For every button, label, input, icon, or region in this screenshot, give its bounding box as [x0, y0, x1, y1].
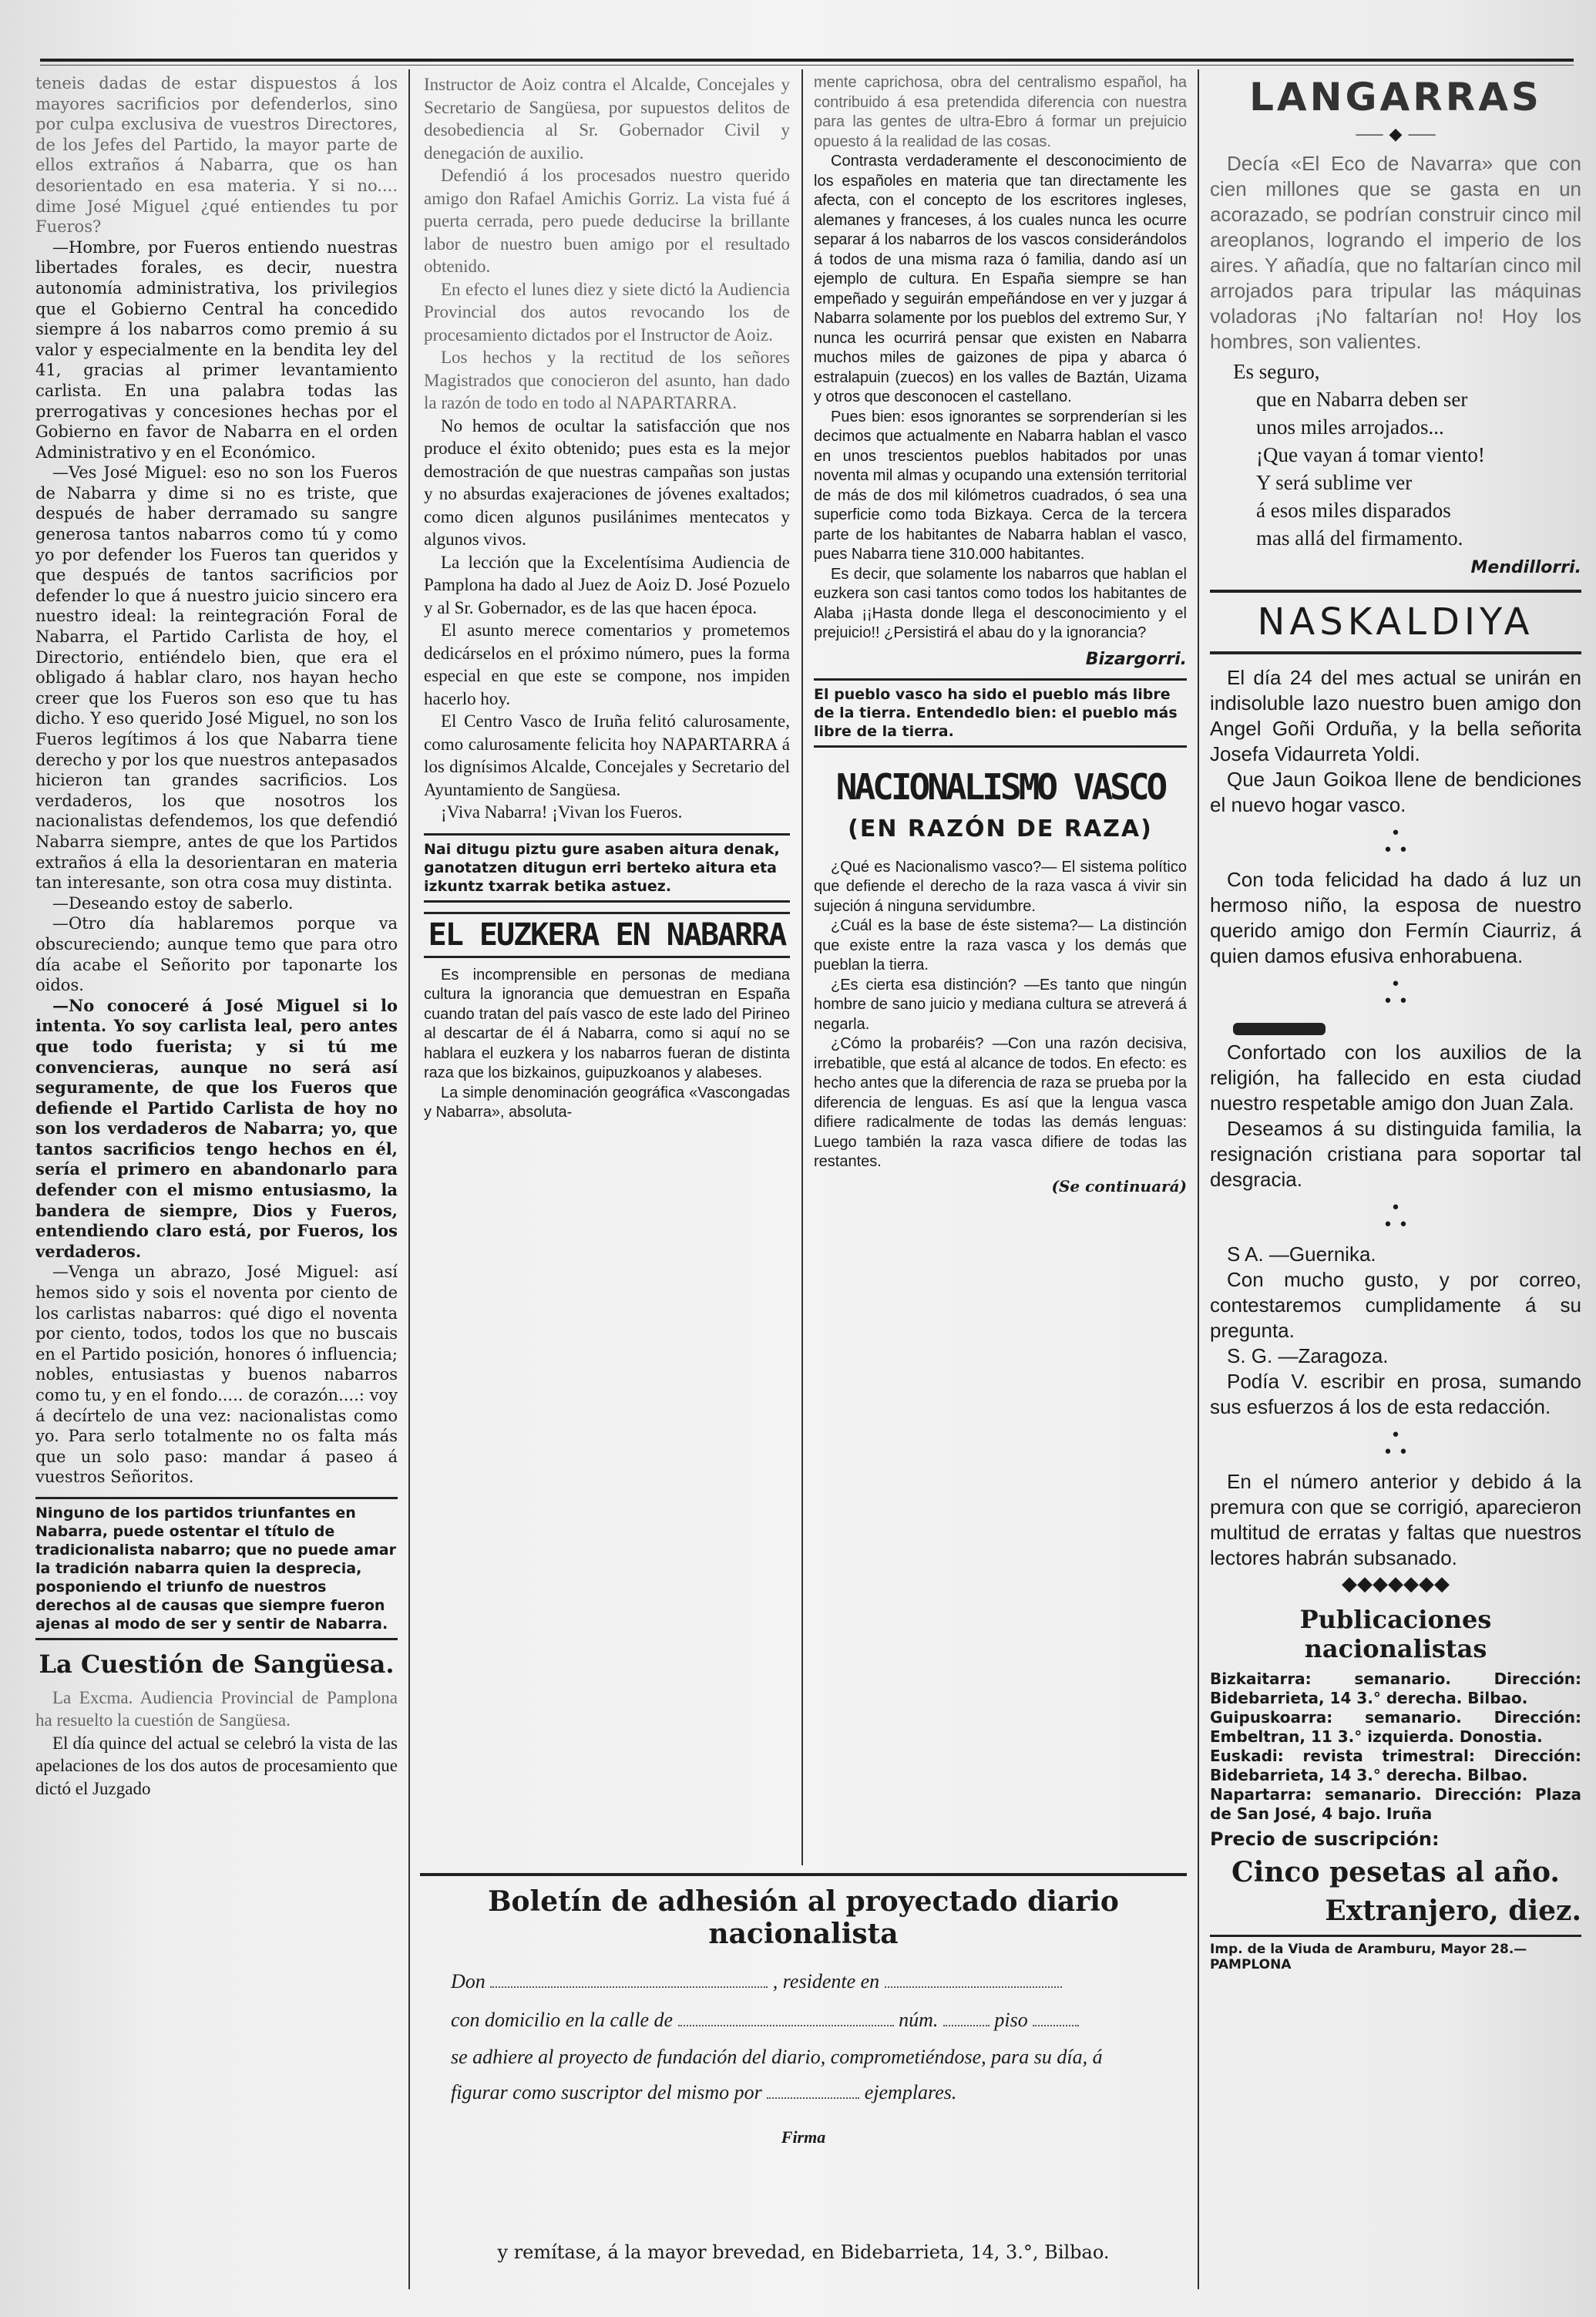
poem-line: á esos miles disparados — [1256, 499, 1451, 522]
qa-paragraph: ¿Es cierta esa distinción? —Es tanto que ningún hombre de sano juicio y mediana cultura se atreverá á negarla. — [814, 976, 1187, 1033]
col1-paragraph: —Otro día hablaremos porque va obscureciendo; aunque temo que para otro día acabe el Señorito por taponarte los oidos. — [35, 914, 398, 995]
section-title-publicaciones: Publicaciones nacionalistas — [1299, 1605, 1492, 1663]
col1-paragraph: —Venga un abrazo, José Miguel: así hemos sido y sois el noventa por ciento de los carlistas nabarros: qué digo el noventa por ciento, todos, todos los que no buscais en el Partido posición, honores ó influencia; nobles, entusiastas y buenos nabarros como tu, y en el fondo..... de corazón....: voy á decírtelo de una vez: nacionalistas como yo. Para serlo totalmente no os falta más que un solo paso: mandar á paseo á vuestros Señoritos. — [35, 1263, 398, 1487]
boxed-note: Ninguno de los partidos triunfantes en Nabarra, puede ostentar el título de tradicionalista nabarro; que no puede amar la tradición nabarra quien la desprecia, posponiendo el triunfo de nuestros derechos al de causas que siempre fueron ajenas al modo de ser y sentir de Nabarra. — [35, 1497, 398, 1640]
adhesion-form — [420, 1873, 1187, 2277]
continued-note: (Se continuará) — [1051, 1176, 1187, 1195]
news-item: Que Jaun Goikoa llene de bendiciones el nuevo hogar vasco. — [1210, 768, 1581, 816]
col2-paragraph: Los hechos y la rectitud de los señores Magistrados que conocieron del asunto, han dado la razón de todo en todo al NAPARTARRA. — [424, 348, 790, 412]
ornament-divider: ◆◆◆◆◆◆◆ — [1342, 1572, 1450, 1596]
poem-line: unos miles arrojados... — [1256, 415, 1444, 439]
col1-paragraph: —No conoceré á José Miguel si lo intenta. Yo soy carlista leal, pero antes que todo fuerista; y si tú me convencieras, aunque no será así seguramente, de que los Fueros que defiende el Partido Carlista de hoy no son los verdaderos de Nabarra; yo, que tantos sacrificios tengo hechos en él, sería el primero en abandonarlo para defender con el mismo entusiasmo, la bandera de siempre, Dios y Fueros, entendiendo claro está, por Fueros, los verdaderos. — [35, 995, 398, 1261]
adhesion-form-footer: y remítase, á la mayor brevedad, en Bidebarrieta, 14, 3.°, Bilbao. — [497, 2241, 1110, 2263]
col3-paragraph: Contrasta verdaderamente el desconocimiento de los españoles en materia que tan directamente les afecta, con el concepto de los escritores ingleses, alemanes y franceses, á los cuales nunca les ocurre separar á los nabarros de los vascos considerándolos á todos de una misma raza ó familia, dando así un ejemplo de cultura. En España siempre se han empeñado y seguirán empeñándose en ver y juzgar á Nabarra solamente por los pueblos del extremo Sur, Y nunca les ocurrirá pensar que existen en Nabarra muchos miles de gaizones de pipa y abarca ó estralapuin (zuecos) en los valles de Baztán, Uizama y otros que desconocen el castellano. — [814, 153, 1187, 405]
news-item: El día 24 del mes actual se unirán en indisoluble lazo nuestro buen amigo don Angel Goñi Orduña, y la bella señorita Josefa Vidaurreta Yoldi. — [1210, 666, 1581, 765]
label-ejemplares: ejemplares. — [864, 2081, 957, 2103]
imprint-line: Imp. de la Viuda de Aramburu, Mayor 28.—PAMPLONA — [1210, 1935, 1581, 1972]
label-firma: Firma — [781, 2127, 826, 2147]
column-2 — [424, 73, 790, 1885]
col1-paragraph: El día quince del actual se celebró la vista de las apelaciones de los dos autos de procesamiento que dictó el Juzgado — [35, 1733, 398, 1798]
top-rule-thin — [40, 65, 1574, 66]
column-rule-1 — [408, 69, 410, 2289]
news-item: Deseamos á su distinguida familia, la resignación cristiana para soportar tal desgracia. — [1210, 1117, 1581, 1191]
column-4 — [1210, 73, 1581, 2309]
poem-line: que en Nabarra deben ser — [1256, 388, 1468, 411]
news-item: Confortado con los auxilios de la religión, ha fallecido en esta ciudad nuestro respetable amigo don Juan Zala. — [1210, 1041, 1581, 1115]
col1-paragraph: —Deseando estoy de saberlo. — [52, 893, 294, 913]
boxed-note-pueblo: El pueblo vasco ha sido el pueblo más libre de la tierra. Entendedlo bien: el pueblo más libre de la tierra. — [814, 678, 1187, 748]
ornament-divider: ⸺ ◆ ⸺ — [1355, 125, 1436, 144]
signature-mendillorri: Mendillorri. — [1470, 558, 1581, 577]
boxed-basque-motto: Nai ditugu piztu gure asaben aitura denak, ganotatzen ditugun erri berteko aitura eta izkuntz txarrak betika astuez. — [424, 833, 790, 903]
col1-paragraph: —Ves José Miguel: eso no son los Fueros de Nabarra y dime si no es triste, que después de haber derramado su sangre generosa tantos nabarros como tú y como yo por defender los Fueros tan queridos y que después de tantos sacrificios por defender lo que á nuestro juicio sincero era nuestro ideal: la reintegración Foral de Nabarra, el Partido Carlista de hoy, el Directorio, entiéndelo bien, que era el obligado á hablar claro, nos hayan hecho creer que los Fueros son eso que tu has dicho. Y eso querido José Miguel, no son los Fueros legítimos á los que Nabarra tiene derecho y por los que nuestros antepasados hicieron tan grandes sacrificios. Los verdaderos, los que nosotros los nacionalistas defendemos, los que defendió Nabarra siempre, antes de que los Partidos extraños á ella la desorientaran en materia tan interesante, son otra cosa muy distinta. — [35, 463, 398, 893]
dot-ornament: • • • — [1383, 1426, 1409, 1462]
publication-entry: Guipuskoarra: semanario. Dirección: Embeltran, 11 3.° izquierda. Donostia. — [1210, 1708, 1581, 1746]
col2-paragraph: La simple denominación geográfica «Vascongadas y Nabarra», absoluta- — [424, 1084, 790, 1121]
col1-paragraph: La Excma. Audiencia Provincial de Pamplona ha resuelto la cuestión de Sangüesa. — [35, 1687, 398, 1730]
subscription-price: Cinco pesetas al año. — [1231, 1856, 1560, 1888]
news-item: En el número anterior y debido á la premura con que se corrigió, aparecieron multitud de erratas y faltas que nuestros lectores habrán subsanado. — [1210, 1470, 1581, 1569]
col1-paragraph: —Hombre, por Fueros entiendo nuestras libertades forales, es decir, nuestra autonomía administrativa, los privilegios que el Gobierno Central ha concedido siempre á los nabarros como premio á su valor y especialmente en la bendita ley del 41, gracias al primer levantamiento carlista. En una palabra todas las prerrogativas y concesiones hechas por el Gobierno en favor de Nabarra en el orden Administrativo y en el Económico. — [35, 237, 398, 462]
label-don: Don — [451, 1970, 486, 1992]
adhesion-form-body — [451, 1962, 1156, 2157]
col2-paragraph: El Centro Vasco de Iruña felitó calurosamente, como calurosamente felicita hoy NAPARTARRA á los dignísimos Alcalde, Concejales y Secretario del Ayuntamiento de Sangüesa. — [424, 711, 790, 799]
col4-paragraph: Decía «El Eco de Navarra» que con cien millones que se gasta en un acorazado, se podrían construir cinco mil areoplanos, logrando el imperio de los aires. Y añadía, que no faltarían cinco mil arrojados para tripular las máquinas voladoras ¡No faltarían no! Hoy los hombres, son valientes. — [1210, 152, 1581, 353]
col1-intro: teneis dadas de estar dispuestos á los mayores sacrificios por defenderlos, sino por culpa exclusiva de vuestros Directores, de los Jefes del Partido, la mayor parte de ellos extraños á Nabarra, que os han desorientado en esa materia. Y si no.... dime José Miguel ¿qué entiendes tu por Fueros? — [35, 74, 398, 237]
column-rule-3 — [1198, 69, 1199, 2289]
column-rule-2 — [801, 69, 803, 1865]
qa-paragraph: ¿Cuál es la base de éste sistema?— La distinción que existe entre la raza vasca y los demás que pueblan la tierra. — [814, 917, 1187, 974]
col2-paragraph: No hemos de ocultar la satisfacción que nos produce el éxito obtenido; pues esta es la mejor demostración de que nuestras campañas son justas y no absurdas exajeraciones de jóvenes exaltados; como dicen algunos pusilánimes mentecatos y algunos vivos. — [424, 415, 790, 549]
section-title-langarras: LANGARRAS — [1249, 75, 1542, 119]
section-title-naskaldiya: NASKALDIYA — [1210, 590, 1581, 654]
col3-paragraph: Es decir, que solamente los nabarros que hablan el euzkera son casi tantos como todos los habitantes de Alaba ¡¡Hasta donde llega el desconocimiento y el prejuicio!! ¿Persistirá el abau do y la ignorancia? — [814, 565, 1187, 641]
blank-street[interactable] — [678, 2009, 894, 2026]
poem-line: Y será sublime ver — [1256, 471, 1413, 494]
column-3 — [814, 73, 1187, 1885]
blank-name[interactable] — [490, 1971, 768, 1988]
subscription-price-abroad: Extranjero, diez. — [1325, 1895, 1581, 1927]
col2-paragraph: La lección que la Excelentísima Audiencia de Pamplona ha dado al Juez de Aoiz D. José Pozuelo y al Sr. Gobernador, es de las que hacen época. — [424, 552, 790, 617]
subscription-heading: Precio de suscripción: — [1210, 1828, 1440, 1850]
publication-entry: Bizkaitarra: semanario. Dirección: Bidebarrieta, 14 3.° derecha. Bilbao. — [1210, 1670, 1581, 1707]
adhesion-form-title: Boletín de adhesión al proyectado diario nacionalista — [488, 1885, 1119, 1950]
section-title-cuestion: La Cuestión de Sangüesa. — [39, 1649, 395, 1679]
publication-entry: Napartarra: semanario. Dirección: Plaza de San José, 4 bajo. Iruña — [1210, 1785, 1581, 1823]
news-item: Con toda felicidad ha dado á luz un hermoso niño, la esposa de nuestro querido amigo don Fermín Ciaurriz, á quien damos efusiva enhorabuena. — [1210, 868, 1581, 967]
col2-paragraph: ¡Viva Nabarra! ¡Vivan los Fueros. — [441, 802, 683, 822]
blank-number[interactable] — [943, 2009, 990, 2026]
form-line-name — [451, 1962, 1156, 2001]
news-item: S. G. —Zaragoza. — [1227, 1344, 1389, 1367]
section-title-euzkera: EL EUZKERA EN NABARRA — [424, 912, 790, 958]
top-rule — [40, 59, 1574, 62]
col3-paragraph: mente caprichosa, obra del centralismo español, ha contribuido á esa pretendida diferencia con nuestra para las gentes de ultra-Ebro á formar un prejuicio opuesto á la realidad de las cosas. — [814, 74, 1187, 150]
col2-paragraph: Defendió á los procesados nuestro querido amigo don Rafael Amichis Gorriz. La vista fué á puerta cerrada, pero puede deducirse la brillante labor de nuestro buen amigo por el resultado obtenido. — [424, 166, 790, 276]
qa-paragraph: ¿Cómo la probaréis? —Con una razón decisiva, irrebatible, que está al alcance de todos. En efecto: es hecho antes que la diferencia de raza se prueba por la diferencia de lenguas. Es así que la lengua vasca difiere radicalmente de todas las demás lenguas: Luego también la raza vasca difiere de todas las restantes. — [814, 1035, 1187, 1170]
section-title-nacionalismo: NACIONALISMO VASCO — [835, 765, 1165, 808]
section-subtitle-raza: (EN RAZÓN DE RAZA) — [848, 815, 1153, 842]
poem-line: Es seguro, — [1233, 360, 1320, 383]
blank-copies[interactable] — [767, 2082, 859, 2099]
label-adhesion-text: se adhiere al proyecto de fundación del diario, comprometiéndose, para su día, á figurar como suscriptor del mismo por — [451, 2046, 1103, 2103]
black-bar-ornament — [1233, 1023, 1326, 1035]
blank-floor[interactable] — [1033, 2009, 1079, 2026]
news-item: S A. —Guernika. — [1227, 1243, 1376, 1266]
dot-ornament: • • • — [1383, 824, 1409, 860]
dot-ornament: • • • — [1383, 1199, 1409, 1235]
form-line-address — [451, 2001, 1156, 2040]
col2-paragraph: En efecto el lunes diez y siete dictó la Audiencia Provincial dos autos revocando los de procesamiento dictados por el Instructor de Aoiz. — [424, 279, 790, 345]
poem-line: mas allá del firmamento. — [1256, 526, 1463, 550]
col2-paragraph: Instructor de Aoiz contra el Alcalde, Concejales y Secretario de Sangüesa, por supuestos delitos de desobediencia al Sr. Gobernador Civil y denegación de auxilio. — [424, 75, 790, 163]
poem-line: ¡Que vayan á tomar viento! — [1256, 443, 1485, 466]
label-domicilio: con domicilio en la calle de — [451, 2009, 674, 2031]
label-residente: , residente en — [772, 1970, 880, 1992]
form-line-text — [451, 2040, 1156, 2110]
col3-paragraph: Pues bien: esos ignorantes se sorprenderían si les decimos que actualmente en Nabarra hablan el vasco en unos trescientos pueblos habitados por unas noventa mil almas y ocupando una extensión territorial de más de dos mil kilómetros cuadrados, ó sea una superficie como toda Bizkaya. Cerca de la tercera parte de los habitantes de Nabarra hablan el vasco, pues Nabarra tiene 310.000 habitantes. — [814, 408, 1187, 563]
dot-ornament: • • • — [1383, 975, 1409, 1011]
blank-residence[interactable] — [885, 1971, 1062, 1988]
column-1 — [35, 73, 398, 2309]
poem — [1210, 358, 1581, 552]
label-piso: piso — [994, 2009, 1028, 2031]
publication-entry: Euskadi: revista trimestral: Dirección: Bidebarrieta, 14 3.° derecha. Bilbao. — [1210, 1747, 1581, 1784]
news-item: Podía V. escribir en prosa, sumando sus esfuerzos á los de esta redacción. — [1210, 1370, 1581, 1418]
label-num: núm. — [899, 2009, 939, 2031]
news-item: Con mucho gusto, y por correo, contestaremos cumplidamente á su pregunta. — [1210, 1268, 1581, 1342]
signature-bizargorri: Bizargorri. — [1085, 649, 1187, 669]
col2-paragraph: Es incomprensible en personas de mediana cultura la ignorancia que demuestran en España cuando tratan del país vasco de este lado del Pirineo al descartar de él á Nabarra, como si aquí no se hablara el euzkera y los nabarros fueran de distinta raza que los bizkainos, guipuzkoanos y alabeses. — [424, 966, 790, 1081]
col2-paragraph: El asunto merece comentarios y prometemos dedicárselos en el próximo número, pues la forma especial en que este se compone, nos impiden hacerlo hoy. — [424, 620, 790, 708]
qa-paragraph: ¿Qué es Nacionalismo vasco?— El sistema político que defiende el derecho de la raza vasca á vivir sin sujeción á ninguna servidumbre. — [814, 858, 1187, 915]
